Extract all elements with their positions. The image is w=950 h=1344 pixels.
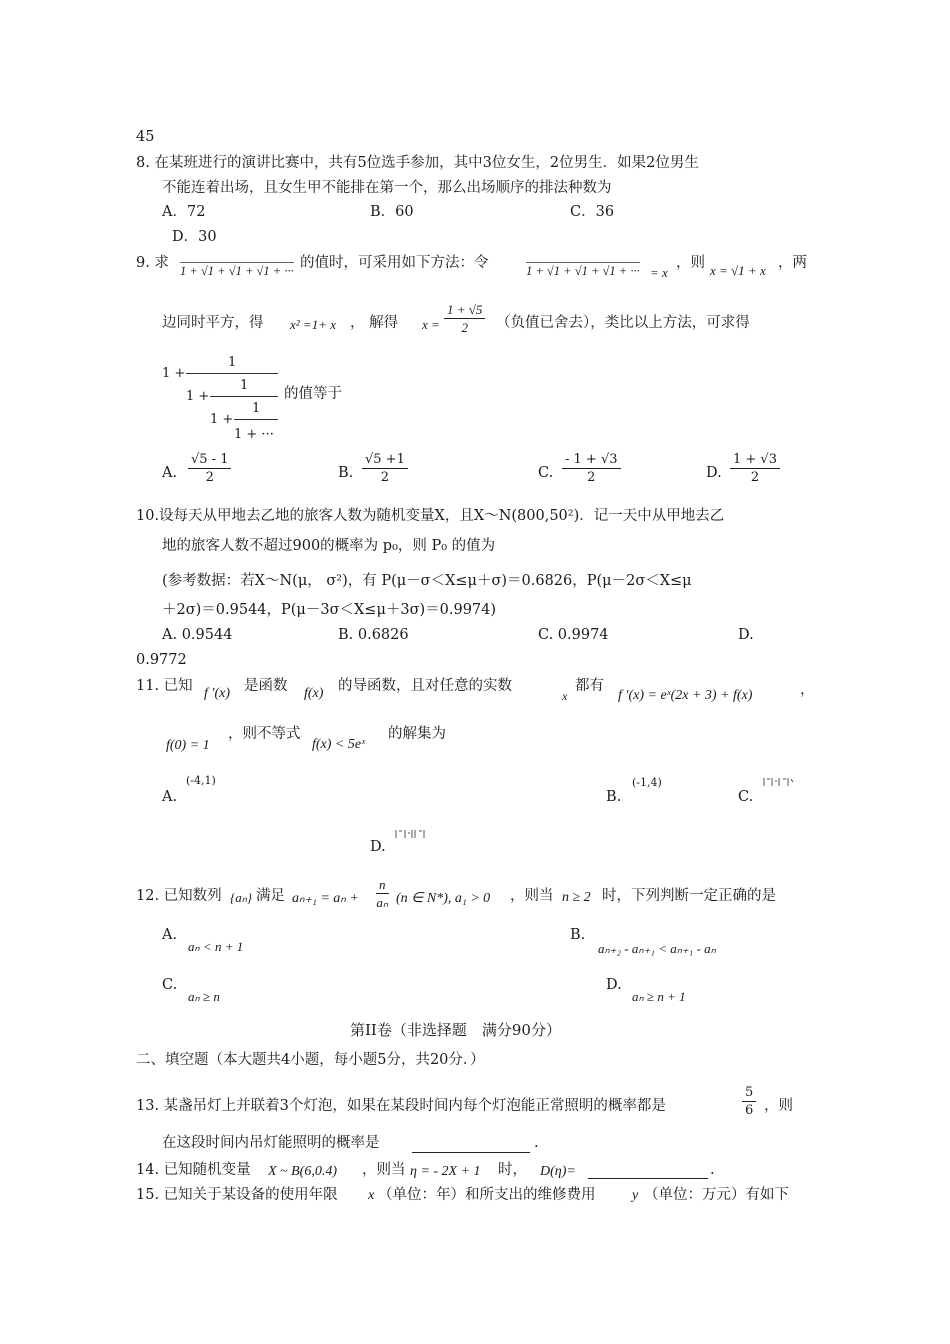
q11-e: ，则不等式 [228,726,301,742]
q9-option-a [188,453,231,484]
q11-c: 的导函数，且对任意的实数 [338,678,512,694]
q9-eq-4-denominator: 2 [461,320,468,335]
q15-c: （单位：万元）有如下 [644,1187,789,1203]
q14-dist: X ~ B(6,0.4) [268,1164,338,1179]
q9-option-c-den: 2 [587,470,596,485]
q12-option-a: aₙ < n + 1 [188,939,244,954]
q9-cf-bar-3 [234,419,278,420]
q9-eq-2: x = √1 + x [710,263,766,278]
q12-rec-num: n [376,878,389,894]
q12-option-c: aₙ ≥ n [188,989,220,1004]
q11-ineq: f(x) < 5eˣ [312,737,366,752]
q9-option-a-den: 2 [205,470,214,485]
q9-option-b-den: 2 [380,470,390,485]
q9-text-3: ，两 [778,255,807,271]
q9-text-1: 的值时，可采用如下方法：令 [300,255,489,271]
q11-option-a: (-4,1) [186,774,216,787]
q14-eta: η = - 2X + 1 [410,1164,481,1179]
q8-option-c: C．36 [570,204,615,220]
q9-option-a-num: √5 - 1 [188,453,231,469]
q9-eq-4-numerator: 1 + √5 [444,303,485,319]
q13-fraction [742,1086,756,1117]
q11-f2: 的解集为 [388,726,446,742]
q9-text-2: ，则 [676,255,705,271]
q9-option-d-label: D. [706,465,722,481]
q14-end: . [710,1162,715,1178]
q11-f: f(x) [304,686,324,701]
q10-option-c: C. 0.9974 [538,627,609,643]
q9-number: 9. 求 [136,255,169,271]
q12-rec-lhs: aₙ₊₁ = aₙ + [292,891,359,906]
q8-option-b: B．60 [370,204,414,220]
q10-line-4: ＋2σ)＝0.9544，P(μ－3σ＜X≤μ＋3σ)＝0.9974) [162,602,497,618]
q9-line2-b: ， 解得 [350,315,399,331]
q13-line-2: 在这段时间内吊灯能照明的概率是 [162,1135,380,1151]
q8-option-a: A．72 [162,204,206,220]
q9-option-b-label: B. [338,465,354,481]
q13-answer-blank[interactable] [412,1138,530,1153]
q12-cond: n ≥ 2 [562,890,591,905]
q14-c: 时， [498,1162,527,1178]
q9-line2-c: （负值已舍去），类比以上方法，可求得 [496,315,750,331]
q9-cf-3: 1 + [210,412,234,427]
q11-option-c-formula-image [762,776,796,790]
q15-a: 15. 已知关于某设备的使用年限 [136,1187,338,1203]
q10-line-1: 10.设每天从甲地去乙地的旅客人数为随机变量X，且X～N(800,50²)．记一天中从甲地去乙 [136,508,725,524]
q12-rec-fraction [376,878,389,909]
q9-cf-2: 1 + [186,389,210,404]
q10-option-d-label: D. [738,627,754,643]
q9-eq-4-lhs: x = [422,317,440,332]
q9-cf-bar-1 [186,373,278,374]
q9-eq-3: x² =1+ x [290,317,336,332]
q9-eq-1: = x [650,265,668,280]
q9-tail: 的值等于 [284,386,342,402]
q10-option-b: B. 0.6826 [338,627,409,643]
q14-answer-blank[interactable] [588,1164,708,1179]
q9-cf-one-1: 1 [228,355,237,370]
q9-cf-4: 1 + ··· [234,427,274,442]
q9-nested-root: 1 + √1 + √1 + √1 + ··· [180,264,294,278]
q11-eq: f ′(x) = eˣ(2x + 3) + f(x) [618,688,753,703]
page-number: 45 [136,129,155,145]
q8-line-2: 不能连着出场，且女生甲不能排在第一个，那么出场顺序的排法种数为 [162,180,612,196]
q12-option-d: aₙ ≥ n + 1 [632,989,686,1004]
q11-option-d-formula-image [394,828,428,842]
q15-b: （单位：年）和所支出的维修费用 [378,1187,596,1203]
q14-d-eta: D(η)= [540,1164,576,1179]
q9-option-d [730,453,780,484]
q11-x: x [562,689,568,703]
section-2-heading: 二、填空题（本大题共4小题，每小题5分，共20分．） [136,1052,485,1068]
q9-option-a-label: A. [162,465,178,481]
q11-cond: f(0) = 1 [166,738,210,753]
q11-f-prime: f ′(x) [204,686,230,701]
q11-comma: ， [800,682,815,698]
q12-option-b-label: B. [570,927,586,943]
q13-end: . [534,1135,539,1151]
q12-c: ，则当 [510,888,554,904]
q9-option-d-num: 1 + √3 [730,453,780,469]
q9-option-d-den: 2 [750,470,760,485]
q13-frac-den: 6 [745,1103,754,1118]
q12-option-d-label: D. [606,977,622,993]
q9-option-c [562,453,621,484]
q9-cf-one-2: 1 [240,378,249,393]
q13-line-1-tail: ，则 [764,1098,793,1114]
q12-a: 12. 已知数列 [136,888,222,904]
q8-line-1: 8. 在某班进行的演讲比赛中，共有5位选手参加，其中3位女生，2位男生．如果2位男生 [136,155,699,171]
q12-seq: {aₙ} [230,890,253,905]
q9-option-b [362,453,408,484]
q12-b: 满足 [256,888,285,904]
q10-option-d-value: 0.9772 [136,652,187,668]
q11-option-a-label: A. [162,789,178,805]
q10-line-2: 地的旅客人数不超过900的概率为 p₀，则 P₀ 的值为 [162,538,496,554]
q8-option-d: D．30 [172,229,217,245]
q15-x: x [368,1188,375,1203]
q10-line-3: (参考数据：若X～N(μ， σ²)，有 P(μ－σ＜X≤μ＋σ)＝0.6826，P(μ－2σ＜X≤μ [162,573,692,589]
q12-d: 时，下列判断一定正确的是 [602,888,776,904]
q11-a: 11. 已知 [136,678,193,694]
part-2-title: 第II卷（非选择题 满分90分） [350,1021,561,1039]
q10-option-a: A. 0.9544 [162,627,233,643]
q9-cf-bar-2 [210,396,278,397]
q11-b: 是函数 [244,678,288,694]
q15-y: y [632,1188,639,1203]
q9-cf-one-3: 1 [252,401,261,416]
q11-option-b: (-1,4) [632,776,662,789]
q14-b: ，则当 [362,1162,406,1178]
q13-line-1: 13. 某盏吊灯上并联着3个灯泡，如果在某段时间内每个灯泡能正常照明的概率都是 [136,1098,666,1114]
q11-d: 都有 [575,678,604,694]
q12-rec-rhs: (n ∈ N*), a₁ > 0 [396,891,491,906]
q14-a: 14. 已知随机变量 [136,1162,251,1178]
q9-line2-a: 边同时平方，得 [162,315,264,331]
q12-option-a-label: A. [162,927,178,943]
q12-option-b: aₙ₊₂ - aₙ₊₁ < aₙ₊₁ - aₙ [598,941,716,956]
q9-option-c-label: C. [538,465,554,481]
q9-cf-1: 1 + [162,366,186,381]
q9-eq-4-fraction [444,303,485,334]
q12-option-c-label: C. [162,977,178,993]
q11-option-c-label: C. [738,789,754,805]
q9-option-b-num: √5 +1 [362,453,408,469]
q13-frac-num: 5 [742,1086,756,1102]
q11-option-d-label: D. [370,839,386,855]
q11-option-b-label: B. [606,789,622,805]
q9-nested-root-2: 1 + √1 + √1 + √1 + ··· [526,264,640,278]
q9-option-c-num: - 1 + √3 [562,453,621,469]
q12-rec-den: aₙ [376,895,389,910]
